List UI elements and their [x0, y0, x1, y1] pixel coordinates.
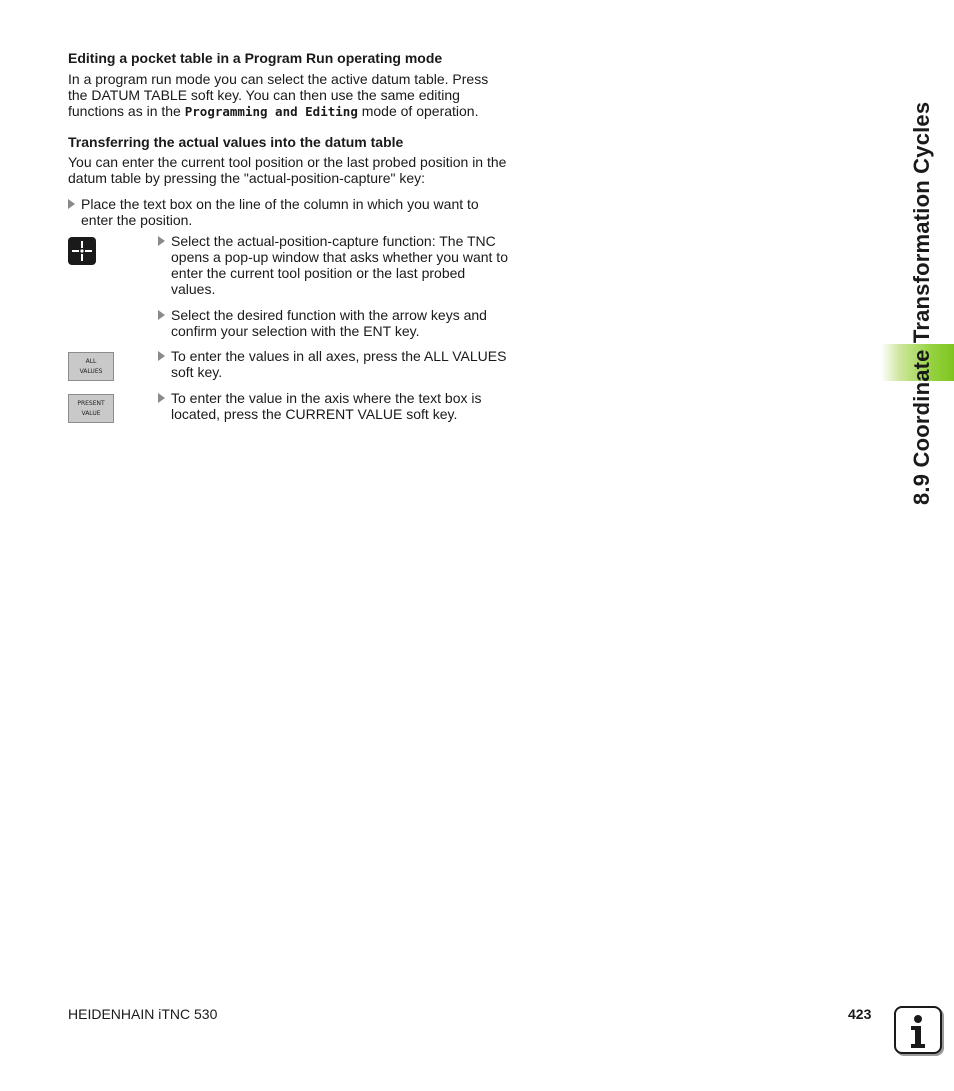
- section-paragraph-editing: [68, 71, 508, 120]
- info-icon: [894, 1006, 942, 1054]
- step-all-values: [158, 348, 510, 380]
- footer-manual-title: HEIDENHAIN iTNC 530: [68, 1006, 218, 1022]
- step-arrow-icon: [158, 236, 165, 246]
- step-text: To enter the values in all axes, press the ALL VALUES soft key.: [171, 348, 507, 380]
- paragraph-text: In a program run mode you can select the active datum table. Press the DATUM TABLE soft key. You can then use the same editing functions as in the: [68, 71, 489, 119]
- step-text: Select the desired function with the arrow keys and confirm your selection with the ENT key.: [171, 307, 487, 339]
- softkey-label-line2: VALUE: [81, 409, 101, 417]
- mode-name-programming-editing: Programming and Editing: [184, 104, 358, 119]
- softkey-label-line1: PRESENT: [77, 399, 105, 407]
- section-heading-transferring-values: Transferring the actual values into the datum table: [68, 134, 404, 150]
- actual-position-capture-key-icon: [68, 237, 96, 265]
- step-text: To enter the value in the axis where the text box is located, press the CURRENT VALUE soft key.: [171, 390, 482, 422]
- info-glyph-icon: [896, 1008, 940, 1052]
- step-place-text-box: [68, 196, 508, 228]
- all-values-softkey: [68, 352, 114, 381]
- chapter-sidebar-title: 8.9 Coordinate Transformation Cycles: [909, 101, 934, 505]
- paragraph-text-suffix: mode of operation.: [357, 103, 479, 119]
- softkey-label-line2: VALUES: [79, 367, 103, 375]
- page-number: 423: [848, 1006, 872, 1022]
- step-select-capture-function: [158, 233, 510, 297]
- step-arrow-icon: [158, 351, 165, 361]
- section-heading-editing-pocket-table: Editing a pocket table in a Program Run operating mode: [68, 50, 443, 66]
- present-value-softkey: [68, 394, 114, 423]
- step-text: Select the actual-position-capture function: The TNC opens a pop-up window that asks whether you want to enter the current tool position or the last probed values.: [171, 233, 508, 297]
- step-current-value: [158, 390, 510, 422]
- softkey-label-line1: ALL: [85, 357, 97, 365]
- step-arrow-keys: [158, 307, 510, 339]
- step-arrow-icon: [158, 393, 165, 403]
- step-arrow-icon: [68, 199, 75, 209]
- step-arrow-icon: [158, 310, 165, 320]
- section-paragraph-transferring: You can enter the current tool position or the last probed position in the datum table by pressing the "actual-position-capture" key:: [68, 154, 507, 186]
- step-text: Place the text box on the line of the column in which you want to enter the position.: [81, 196, 479, 228]
- crosshair-icon: [68, 237, 96, 265]
